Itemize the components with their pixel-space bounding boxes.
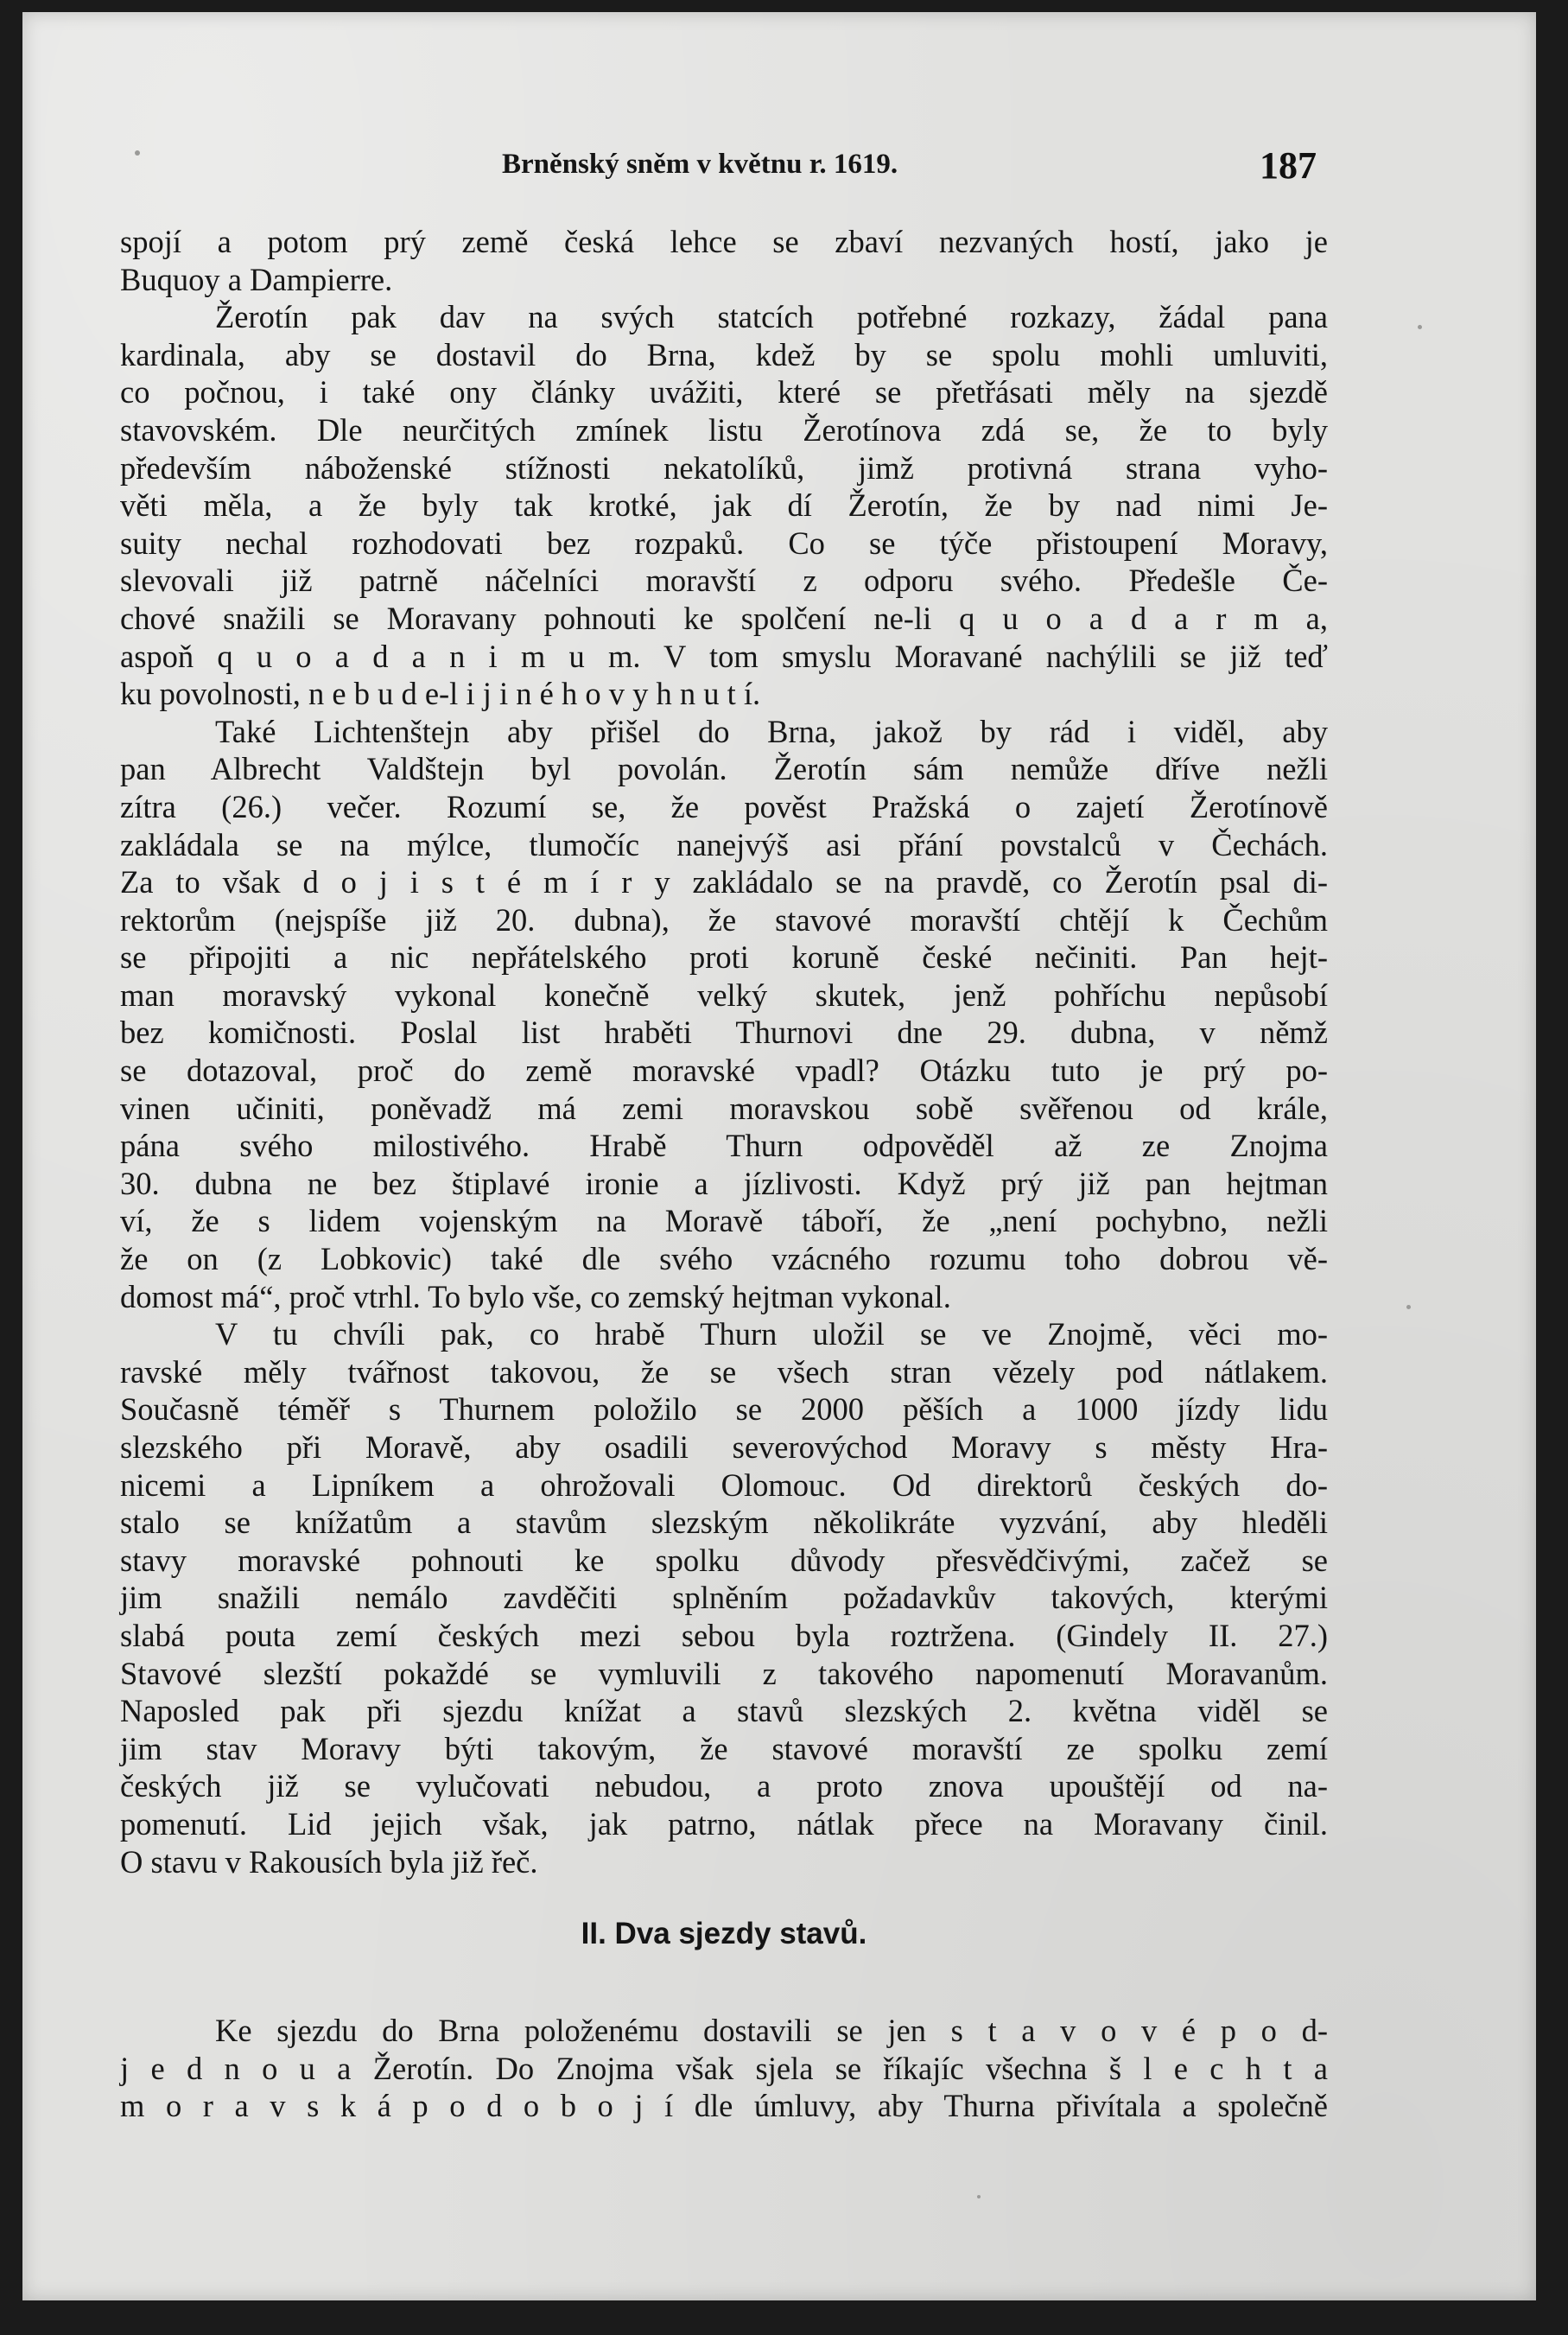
text-line: Žerotín pak dav na svých statcích potřebné rozkazy, žádal pana [215,299,1328,335]
text-line: zítra (26.) večer. Rozumí se, že pověst Pražská o zajetí Žerotínově [120,788,1328,824]
text-line: kardinala, aby se dostavil do Brna, kdež by se spolu mohli umluviti, [120,336,1328,372]
text-line: domost má“, proč vtrhl. To bylo vše, co zemský hejtman vykonal. [120,1278,951,1314]
text-line: Stavové slezští pokaždé se vymluvili z takového napomenutí Moravanům. [120,1655,1328,1691]
text-line: ví, že s lidem vojenským na Moravě táboří, že „není pochybno, nežli [120,1203,1328,1239]
text-line: českých již se vylučovati nebudou, a proto znova upouštějí od na- [120,1768,1328,1804]
text-line: 30. dubna ne bez štiplavé ironie a jízlivosti. Když prý již pan hejtman [120,1165,1328,1201]
text-line: suity nechal rozhodovati bez rozpaků. Co se týče přistoupení Moravy, [120,525,1328,561]
text-line: chové snažili se Moravany pohnouti ke spolčení ne-li q u o a d a r m a, [120,600,1328,636]
text-line: slabá pouta zemí českých mezi sebou byla roztržena. (Gindely II. 27.) [120,1617,1328,1653]
section-heading-wrap [120,0,1328,2335]
text-line: především náboženské stížnosti nekatolíků, jimž protivná strana vyho- [120,449,1328,486]
running-title: Brněnský sněm v květnu r. 1619. [502,149,898,180]
text-line: zakládala se na mýlce, tlumočíc nanejvýš asi přání povstalců v Čechách. [120,826,1328,862]
text-line: Buquoy a Dampierre. [120,261,393,297]
text-line: se připojiti a nic nepřátelského proti koruně české nečiniti. Pan hejt- [120,939,1328,976]
text-line: jim snažili nemálo zavděčiti splněním požadavkův takových, kterými [120,1580,1328,1616]
scan-speck [1406,1305,1411,1309]
text-line: nicemi a Lipníkem a ohrožovali Olomouc. Od direktorů českých do- [120,1467,1328,1503]
text-line: že on (z Lobkovic) také dle svého vzácného rozumu toho dobrou vě- [120,1241,1328,1277]
paragraph [120,2012,1328,2125]
text-line: věti měla, a že byly tak krotké, jak dí Žerotín, že by nad nimi Je- [120,487,1328,524]
text-line: stavy moravské pohnouti ke spolku důvody přesvědčivými, začež se [120,1542,1328,1578]
text-line: slezského při Moravě, aby osadili severovýchod Moravy s městy Hra- [120,1429,1328,1465]
section-heading: II. Dva sjezdy stavů. [581,1917,867,1950]
text-line: V tu chvíli pak, co hrabě Thurn uložil se ve Znojmě, věci mo- [215,1316,1328,1352]
text-line: slevovali již patrně náčelníci moravští z odporu svého. Předešle Če- [120,563,1328,599]
text-line: man moravský vykonal konečně velký skutek, jenž pohříchu nepůsobí [120,977,1328,1013]
text-line: rektorům (nejspíše již 20. dubna), že stavové moravští chtějí k Čechům [120,901,1328,938]
text-line: j e d n o u a Žerotín. Do Znojma však sjela se říkajíc všechna š l e c h t a [120,2050,1328,2086]
text-line: m o r a v s k á p o d o b o j í dle úmluvy, aby Thurna přivítala a společně [120,2088,1328,2124]
text-line: Naposled pak při sjezdu knížat a stavů slezských 2. května viděl se [120,1693,1328,1729]
text-line: bez komičnosti. Poslal list hraběti Thurnovi dne 29. dubna, v němž [120,1015,1328,1051]
text-line: vinen učiniti, poněvadž má zemi moravskou sobě svěřenou od krále, [120,1090,1328,1126]
scan-speck [1418,325,1422,329]
text-line: co počnou, i také ony články uvážiti, které se přetřásati měly na sjezdě [120,374,1328,410]
text-line: ku povolnosti, n e b u d e-l i j i n é h o v y h n u t í. [120,676,761,712]
text-line: Současně téměř s Thurnem položilo se 2000 pěších a 1000 jízdy lidu [120,1391,1328,1428]
text-line: ravské měly tvářnost takovou, že se všech stran vězely pod nátlakem. [120,1353,1328,1390]
text-line: Také Lichtenštejn aby přišel do Brna, jakož by rád i viděl, aby [215,713,1328,749]
text-line: pan Albrecht Valdštejn byl povolán. Žerotín sám nemůže dříve nežli [120,751,1328,787]
page-number: 187 [1260,144,1317,187]
text-line: Ke sjezdu do Brna položenému dostavili se jen s t a v o v é p o d- [215,2013,1328,2048]
text-line: spojí a potom prý země česká lehce se zbaví nezvaných hostí, jako je [120,224,1328,259]
text-line: aspoň q u o a d a n i m u m. V tom smyslu Moravané nachýlili se již teď [120,638,1328,674]
body-text-after-heading [120,2012,1328,2125]
text-line: jim stav Moravy býti takovým, že stavové moravští ze spolku zemí [120,1730,1328,1766]
text-line: se dotazoval, proč do země moravské vpadl? Otázku tuto je prý po- [120,1053,1328,1089]
text-line: Za to však d o j i s t é m í r y zakládalo se na pravdě, co Žerotín psal di- [120,864,1328,900]
text-line: pomenutí. Lid jejich však, jak patrno, nátlak přece na Moravany činil. [120,1805,1328,1842]
text-line: stalo se knížatům a stavům slezským několikráte vyzvání, aby hleděli [120,1505,1328,1541]
text-line: pána svého milostivého. Hrabě Thurn odpověděl až ze Znojma [120,1128,1328,1164]
text-line: O stavu v Rakousích byla již řeč. [120,1843,538,1880]
text-line: stavovském. Dle neurčitých zmínek listu Žerotínova zdá se, že to byly [120,411,1328,448]
